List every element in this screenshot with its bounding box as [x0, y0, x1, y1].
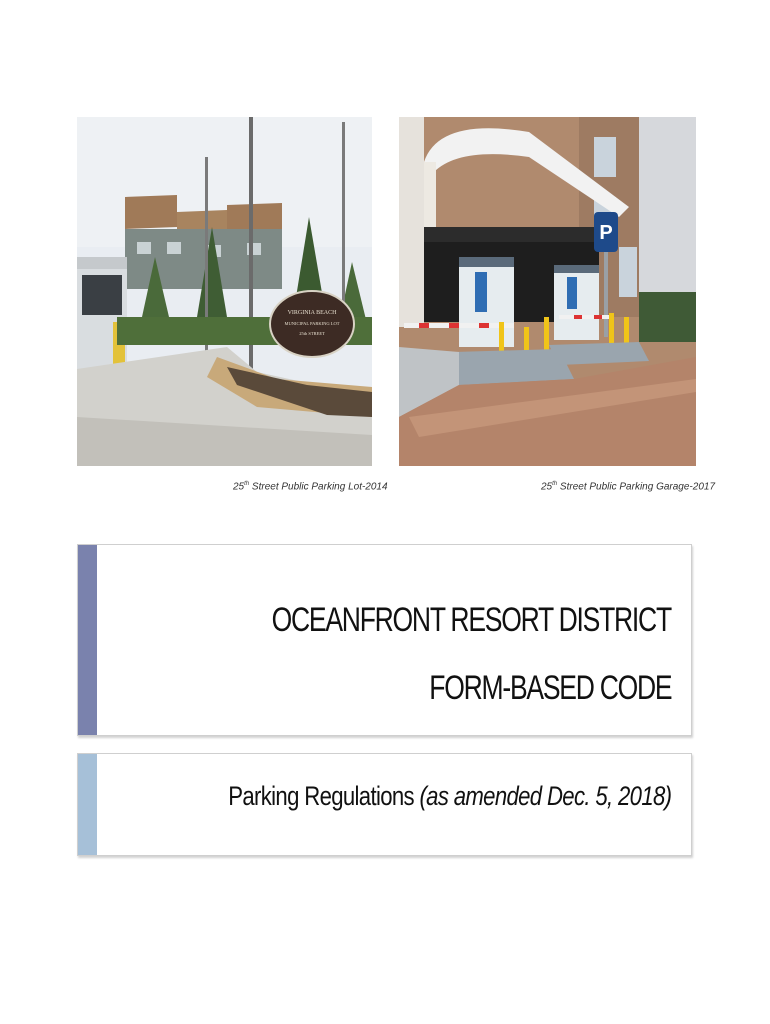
- subtitle-amendment-note: (as amended Dec. 5, 2018): [419, 781, 671, 811]
- right-caption-number: 25: [541, 481, 553, 493]
- parking-lot-photo: [77, 117, 372, 466]
- parking-garage-photo: [399, 117, 696, 466]
- right-caption-ordinal: th: [552, 481, 558, 487]
- left-caption-text: Street Public Parking Lot-2014: [249, 481, 388, 493]
- left-caption-number: 25: [233, 481, 245, 493]
- document-title-line-2: FORM-BASED CODE: [428, 669, 671, 707]
- right-photo-caption: [541, 481, 715, 492]
- sign-line-3: 25th STREET: [299, 331, 325, 336]
- title-panel: [77, 544, 692, 736]
- sign-line-2: MUNICIPAL PARKING LOT: [284, 321, 340, 326]
- right-caption-text: Street Public Parking Garage-2017: [557, 481, 716, 493]
- subtitle-main: Parking Regulations: [227, 781, 420, 811]
- left-caption-ordinal: th: [244, 481, 250, 487]
- document-title-line-1: OCEANFRONT RESORT DISTRICT: [271, 601, 671, 639]
- subtitle-panel: [77, 753, 692, 856]
- subtitle-accent-bar: [78, 754, 97, 855]
- left-photo-caption: [233, 481, 388, 492]
- sign-line-1: VIRGINIA BEACH: [287, 310, 337, 316]
- title-accent-bar: [78, 545, 97, 735]
- garage-p-sign: P: [599, 222, 613, 244]
- document-subtitle: [228, 781, 671, 812]
